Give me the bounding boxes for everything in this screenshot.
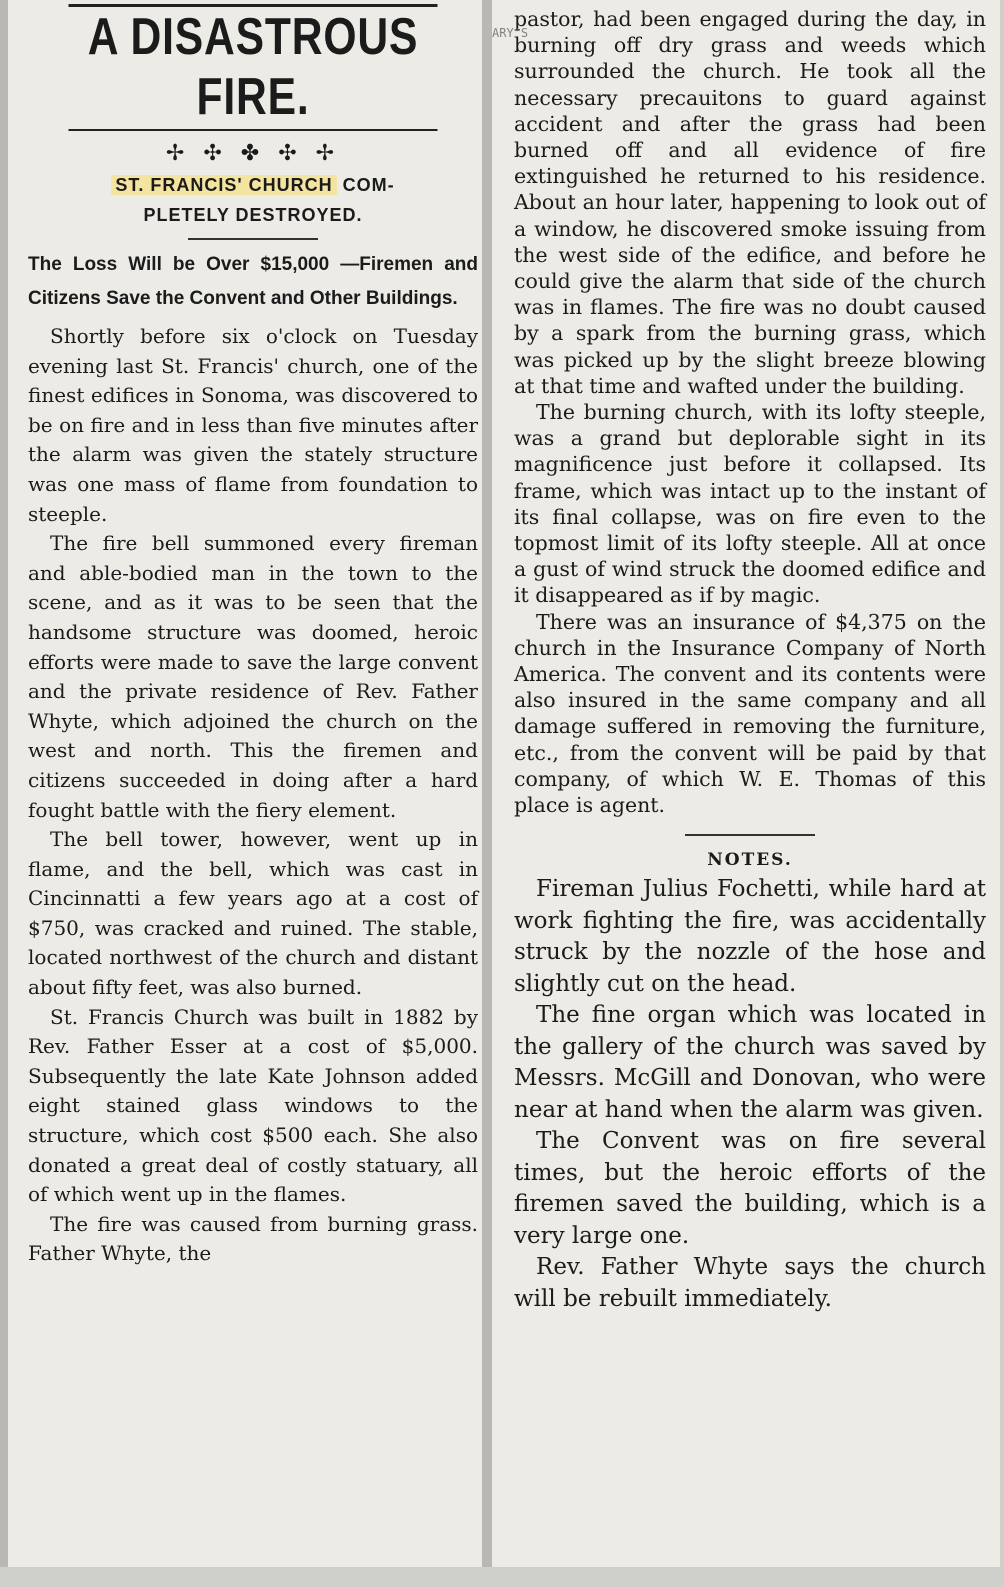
note-paragraph: Rev. Father Whyte says the church will be rebuilt immediately. xyxy=(514,1254,986,1312)
right-column xyxy=(492,0,1000,1567)
note-paragraph: The Convent was on fire several times, but the heroic efforts of the firemen saved the building, which is a very large one. xyxy=(514,1128,986,1249)
headline: A DISASTROUS FIRE. xyxy=(69,4,438,131)
note-paragraph: The fine organ which was located in the gallery of the church was saved by Messrs. McGill and Donovan, who were near at hand when the alarm was given. xyxy=(514,1002,986,1123)
deck-summary: The Loss Will be Over $15,000 —Firemen and Citizens Save the Convent and Other Buildings. xyxy=(28,254,478,309)
subheading-com: COM- xyxy=(342,175,395,195)
divider-rule xyxy=(685,834,815,836)
subheading xyxy=(28,170,478,230)
note-paragraph: Fireman Julius Fochetti, while hard at work fighting the fire, was accidentally struck by the nozzle of the hose and slightly cut on the head. xyxy=(514,876,986,997)
paragraph: The bell tower, however, went up in flame, and the bell, which was cast in Cincinnatti a few years ago at a cost of $750, was cracked and ruined. The stable, located northwest of the church and distant about fifty feet, was also burned. xyxy=(28,827,478,1000)
ornament-divider: ✢ ✣ ✤ ✣ ✢ xyxy=(165,141,341,166)
paragraph: The fire was caused from burning grass. Father Whyte, the xyxy=(28,1211,478,1266)
subheading-church: ST. FRANCIS' CHURCH xyxy=(111,175,336,195)
paragraph: Shortly before six o'clock on Tuesday evening last St. Francis' church, one of the finest edifices in Sonoma, was discovered to be on fire and in less than five minutes after the alarm was given the stately structure was one mass of flame from foundation to steeple. xyxy=(28,324,478,526)
notes-heading: NOTES. xyxy=(707,850,793,871)
adjacent-column-fragment: ARY'S xyxy=(492,26,529,40)
paragraph: The burning church, with its lofty steeple, was a grand but deplorable sight in its magnificence just before it collapsed. Its frame, which was intact up to the instant of its final collapse, was on fire even to the topmost limit of its lofty steeple. All at once a gust of wind struck the doomed edifice and it disappeared as if by magic. xyxy=(514,400,986,608)
paragraph: There was an insurance of $4,375 on the church in the Insurance Company of North America. The convent and its contents were also insured in the same company and all damage suffered in removing the furniture, etc., from the convent will be paid by that company, of which W. E. Thomas of this place is agent. xyxy=(514,609,986,818)
paragraph: The fire bell summoned every fireman and able-bodied man in the town to the scene, and as it was to be seen that the handsome structure was doomed, heroic efforts were made to save the large convent and the private residence of Rev. Father Whyte, which adjoined the church on the west and north. This the firemen and citizens succeeded in doing after a hard fought battle with the fiery element. xyxy=(28,531,478,822)
left-column xyxy=(8,0,488,1567)
subheading-destroyed: PLETELY DESTROYED. xyxy=(143,205,363,225)
paragraph: St. Francis Church was built in 1882 by Rev. Father Esser at a cost of $5,000. Subsequently the late Kate Johnson added eight stained glass windows to the structure, which cost $500 each. She also donated a great deal of costly statuary, all of which went up in the flames. xyxy=(28,1004,478,1207)
divider-rule xyxy=(188,238,318,240)
paragraph: pastor, had been engaged during the day, in burning off dry grass and weeds which surrounded the church. He took all the necessary precauitons to guard against accident and after the grass had been burned off and all evidence of fire extinguished he returned to his residence. About an hour later, happening to look out of a window, he discovered smoke issuing from the west side of the edifice, and before he could give the alarm that side of the church was in flames. The fire was no doubt caused by a spark from the burning grass, which was picked up by the slight breeze blowing at that time and wafted under the building. xyxy=(514,7,986,398)
